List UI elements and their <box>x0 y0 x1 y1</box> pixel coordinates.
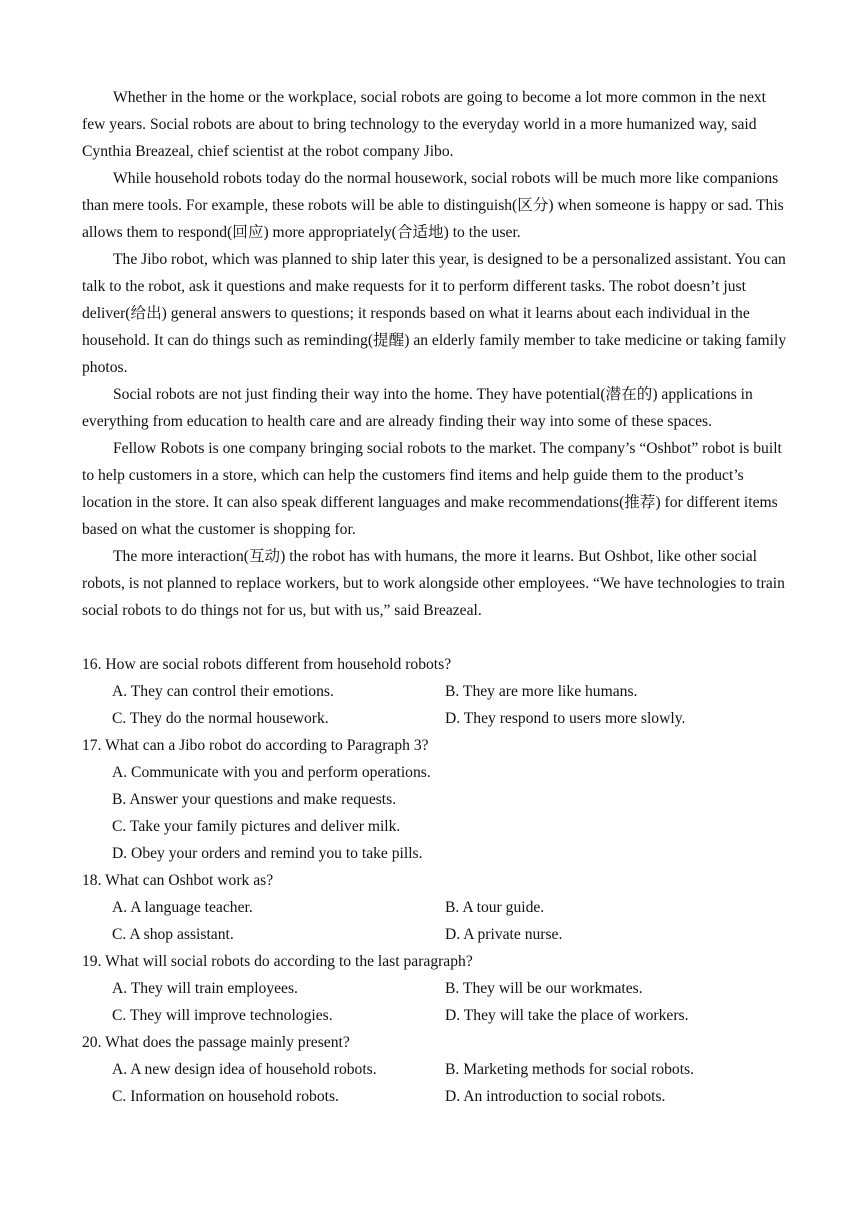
option-d: D. They respond to users more slowly. <box>445 710 686 727</box>
option-grid <box>82 678 788 732</box>
option-a: A. Communicate with you and perform operations. <box>112 764 431 781</box>
question-stem: 17. What can a Jibo robot do according to Paragraph 3? <box>82 737 429 754</box>
passage-paragraph-3: The Jibo robot, which was planned to ship later this year, is designed to be a personalized assistant. You can talk to the robot, ask it questions and make requests for it to perform different tasks. The robot doesn’t just deliver(给出) general answers to questions; it responds based on what it learns about each individual in the household. It can do things such as reminding(提醒) an elderly family member to take medicine or taking family photos. <box>82 251 787 376</box>
passage-paragraph-5: Fellow Robots is one company bringing social robots to the market. The company’s “Oshbot” robot is built to help customers in a store, which can help the customers find items and help guide them to the product’s location in the store. It can also speak different languages and make recommendations(推荐) for different items based on what the customer is shopping for. <box>82 440 782 538</box>
question-17 <box>82 732 788 867</box>
option-b: B. Marketing methods for social robots. <box>445 1061 695 1078</box>
question-stem: 19. What will social robots do according to the last paragraph? <box>82 953 473 970</box>
passage-paragraph-1: Whether in the home or the workplace, social robots are going to become a lot more common in the next few years. Social robots are about to bring technology to the everyday world in a more humanized way, said Cynthia Breazeal, chief scientist at the robot company Jibo. <box>82 89 767 160</box>
passage-paragraph-6: The more interaction(互动) the robot has with humans, the more it learns. But Oshbot, like other social robots, is not planned to replace workers, but to work alongside other employees. “We have technologies to train social robots to do things not for us, but with us,” said Breazeal. <box>82 548 785 619</box>
passage-paragraph-4: Social robots are not just finding their way into the home. They have potential(潜在的) applications in everything from education to health care and are already finding their way into some of these spaces. <box>82 386 753 430</box>
option-b: B. Answer your questions and make requests. <box>112 791 397 808</box>
question-stem: 18. What can Oshbot work as? <box>82 872 274 889</box>
question-16 <box>82 651 788 732</box>
option-c: C. Take your family pictures and deliver milk. <box>112 818 401 835</box>
option-a: A. They can control their emotions. <box>112 683 334 700</box>
question-19 <box>82 948 788 1029</box>
option-c: C. They do the normal housework. <box>112 710 329 727</box>
reading-passage <box>82 84 788 624</box>
option-c: C. They will improve technologies. <box>112 1007 333 1024</box>
option-grid <box>82 975 788 1029</box>
option-b: B. They are more like humans. <box>445 683 638 700</box>
question-list <box>82 651 788 1110</box>
option-d: D. Obey your orders and remind you to take pills. <box>112 845 423 862</box>
question-18 <box>82 867 788 948</box>
question-stem: 16. How are social robots different from household robots? <box>82 656 452 673</box>
option-b: B. They will be our workmates. <box>445 980 643 997</box>
option-d: D. An introduction to social robots. <box>445 1088 666 1105</box>
passage-paragraph-2: While household robots today do the normal housework, social robots will be much more like companions than mere tools. For example, these robots will be able to distinguish(区分) when someone is happy or sad. This allows them to respond(回应) more appropriately(合适地) to the user. <box>82 170 784 241</box>
option-d: D. They will take the place of workers. <box>445 1007 689 1024</box>
question-20 <box>82 1029 788 1110</box>
option-a: A. A language teacher. <box>112 899 253 916</box>
option-a: A. They will train employees. <box>112 980 298 997</box>
option-list <box>82 759 788 867</box>
option-c: C. A shop assistant. <box>112 926 234 943</box>
option-a: A. A new design idea of household robots. <box>112 1061 377 1078</box>
question-stem: 20. What does the passage mainly present? <box>82 1034 350 1051</box>
option-d: D. A private nurse. <box>445 926 563 943</box>
option-b: B. A tour guide. <box>445 899 545 916</box>
option-c: C. Information on household robots. <box>112 1088 339 1105</box>
option-grid <box>82 894 788 948</box>
option-grid <box>82 1056 788 1110</box>
